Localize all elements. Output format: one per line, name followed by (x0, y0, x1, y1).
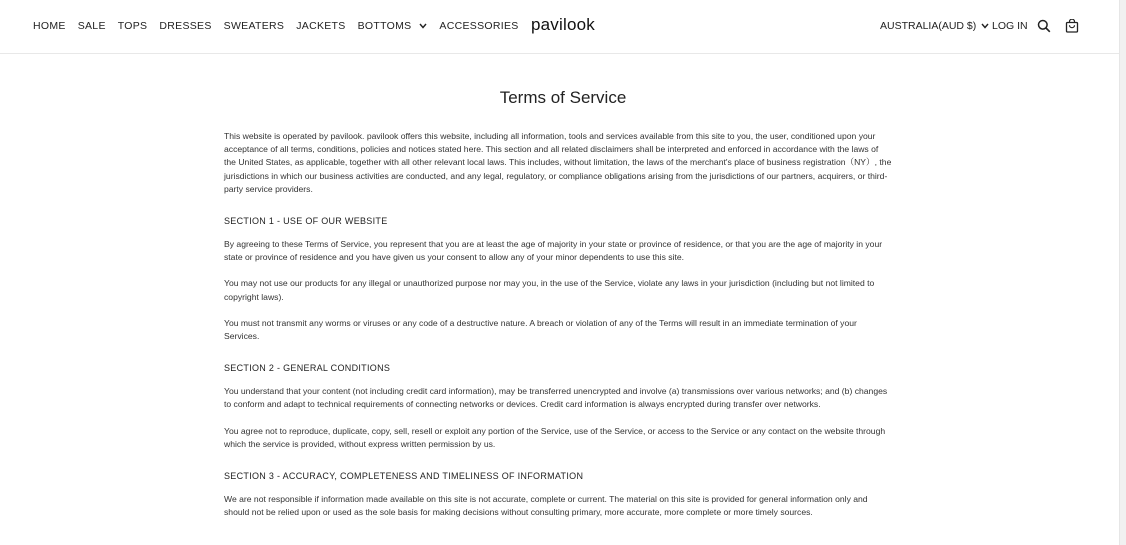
currency-selector[interactable] (880, 20, 989, 32)
nav-tops[interactable]: TOPS (117, 20, 148, 32)
nav-sale[interactable]: SALE (77, 20, 106, 32)
page-title: Terms of Service (499, 88, 627, 107)
nav-accessories[interactable]: ACCESSORIES (439, 20, 519, 32)
section-2-paragraph: You understand that your content (not including credit card information), may be transferred unencrypted and involve (a) transmissions over various networks; and (b) changes to conform and adapt to technical requirements of connecting networks or devices. Credit card information is always encrypted during transfer over networks. (224, 386, 888, 410)
terms-content (224, 88, 892, 532)
site-header (0, 0, 1119, 54)
nav-bottoms[interactable] (358, 20, 428, 32)
chevron-down-icon (981, 23, 989, 29)
main-nav (33, 20, 531, 32)
section-1-paragraph: You must not transmit any worms or viruses or any code of a destructive nature. A breach or violation of any of the Terms will result in an immediate termination of your Services. (224, 317, 857, 342)
chevron-down-icon (419, 23, 427, 29)
login-link[interactable]: LOG IN (992, 20, 1028, 32)
intro-paragraph: This website is operated by pavilook. pavilook offers this website, including all information, tools and services available from this site to you, the user, conditioned upon your acceptance of all terms, conditions, policies and notices stated here. This section and all related disclaimers shall be interpreted and enforced in accordance with the laws of the United States, as applicable, together with all other relevant local laws. This includes, without limitation, the laws of the merchant's place of business registration（NY）, the jurisdictions in which our business activities are conducted, and any legal, regulatory, or compliance obligations arising from the jurisdictions of our partners, acquirers, or third-party service providers. (224, 131, 892, 194)
section-2-title: SECTION 2 - GENERAL CONDITIONS (224, 363, 391, 374)
nav-bottoms-label: BOTTOMS (357, 20, 412, 32)
section-3-paragraph: We are not responsible if information made available on this site is not accurate, complete or current. The material on this site is provided for general information only and should not be relied upon or used as the sole basis for making decisions without consulting primary, more accurate, more complete or more timely sources. (224, 494, 868, 518)
section-1-title: SECTION 1 - USE OF OUR WEBSITE (224, 216, 388, 227)
nav-jackets[interactable]: JACKETS (296, 20, 346, 32)
vertical-scrollbar[interactable] (1119, 0, 1126, 545)
nav-dresses[interactable]: DRESSES (159, 20, 212, 32)
section-1-paragraph: You may not use our products for any illegal or unauthorized purpose nor may you, in the use of the Service, violate any laws in your jurisdiction (including but not limited to copyright laws). (224, 278, 875, 302)
brand-logo[interactable]: pavilook (531, 15, 595, 34)
nav-home[interactable]: HOME (33, 20, 66, 32)
section-3-title: SECTION 3 - ACCURACY, COMPLETENESS AND TIMELINESS OF INFORMATION (224, 471, 584, 482)
nav-sweaters[interactable]: SWEATERS (223, 20, 285, 32)
shopping-bag-icon[interactable] (1065, 19, 1079, 33)
section-2-paragraph: You agree not to reproduce, duplicate, copy, sell, resell or exploit any portion of the Service, use of the Service, or access to the Service or any contact on the website through which the service is provided, without express written permission by us. (224, 425, 886, 449)
search-icon[interactable] (1037, 19, 1051, 33)
section-1-paragraph: By agreeing to these Terms of Service, you represent that you are at least the age of majority in your state or province of residence, or that you are the age of majority in your state or province of residence and you have given us your consent to allow any of your minor dependents to use this site. (224, 239, 883, 263)
currency-label: AUSTRALIA(AUD $) (880, 20, 977, 32)
